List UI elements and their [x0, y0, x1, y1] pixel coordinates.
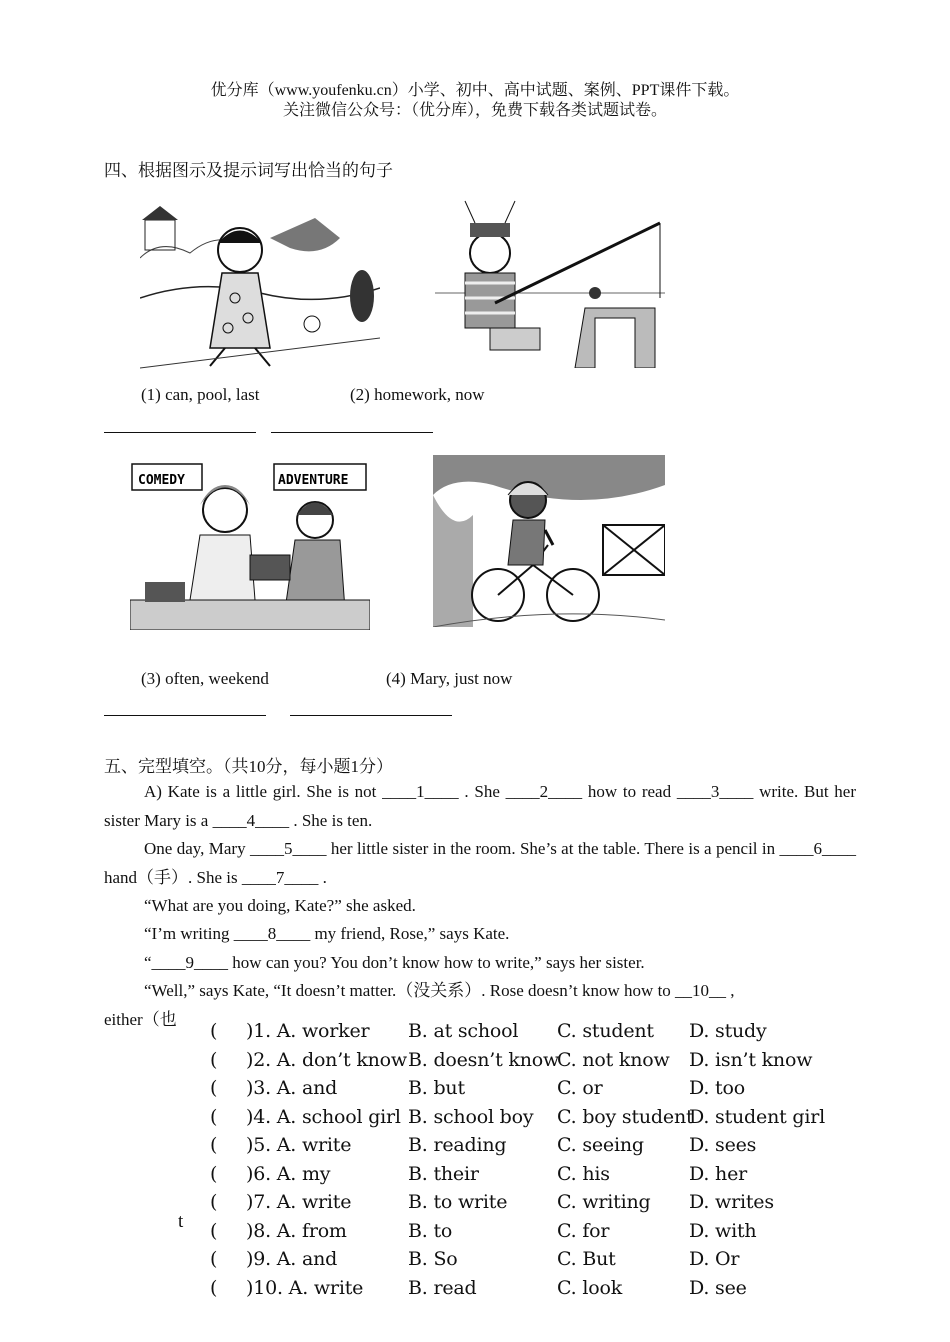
option-d: D. writes	[689, 1191, 774, 1213]
option-d: D. student girl	[689, 1105, 825, 1128]
caption-2: (2) homework, now	[350, 385, 485, 404]
option-c: C. for	[557, 1219, 610, 1242]
passage-paragraph-4: “I’m writing ____8____ my friend, Rose,” says Kate.	[144, 924, 510, 943]
answer-blank[interactable]: (	[210, 1134, 218, 1156]
option-b: B. to write	[408, 1191, 508, 1213]
option-b: B. read	[408, 1276, 477, 1299]
answer-blank[interactable]: (	[210, 1219, 218, 1242]
option-d: D. her	[689, 1162, 747, 1185]
option-b: B. to	[408, 1219, 453, 1242]
option-c: C. or	[557, 1077, 603, 1099]
section-4-title: 四、根据图示及提示词写出恰当的句子	[104, 161, 393, 180]
option-d: D. sees	[689, 1134, 757, 1156]
passage-paragraph-6: “Well,” says Kate, “It doesn’t matter.（没关系）. Rose doesn’t know how to __10__ ,	[144, 981, 735, 1000]
option-num: )3. A. and	[246, 1077, 338, 1099]
option-num: )8. A. from	[246, 1219, 347, 1242]
caption-1: (1) can, pool, last	[141, 385, 260, 404]
option-c: C. student	[557, 1020, 654, 1042]
option-d: D. isn’t know	[689, 1048, 813, 1071]
picture-girl-walking	[140, 198, 380, 370]
option-c: C. boy student	[557, 1105, 694, 1128]
option-b: B. their	[408, 1162, 479, 1185]
answer-line-2[interactable]	[271, 432, 433, 433]
header-line-2: 关注微信公众号：（优分库），免费下载各类试题试卷。	[282, 102, 667, 119]
option-b: B. So	[408, 1248, 458, 1270]
option-d: D. too	[689, 1077, 745, 1099]
option-c: C. his	[557, 1162, 610, 1185]
option-b: B. but	[408, 1077, 465, 1099]
options-list	[0, 1020, 950, 1310]
sign-adventure: ADVENTURE	[278, 473, 349, 488]
passage-paragraph-2: One day, Mary ____5____ her little sister in the room. She’s at the table. There is a pencil in ____6____ hand（手）. She is ____7____ .	[104, 839, 856, 887]
picture-boy-cycling	[433, 455, 665, 627]
option-num: )7. A. write	[246, 1191, 352, 1213]
answer-blank[interactable]: (	[210, 1191, 218, 1213]
header-line-1: 优分库（www.youfenku.cn）小学、初中、高中试题、案例、PPT课件下载。	[210, 82, 740, 99]
option-num: )6. A. my	[246, 1162, 331, 1185]
option-b: B. doesn’t know	[408, 1048, 560, 1071]
option-d: D. Or	[689, 1248, 740, 1270]
answer-blank[interactable]: (	[210, 1162, 218, 1185]
answer-blank[interactable]: (	[210, 1276, 218, 1299]
passage-paragraph-1: A) Kate is a little girl. She is not ____1____ . She ____2____ how to read ____3____ write. But her sister Mary is a ____4____ . She is ten.	[104, 782, 856, 830]
answer-line-4[interactable]	[290, 715, 452, 716]
option-c: C. seeing	[557, 1134, 644, 1156]
caption-4: (4) Mary, just now	[386, 669, 513, 688]
answer-blank[interactable]: (	[210, 1248, 218, 1270]
option-b: B. at school	[408, 1020, 519, 1042]
option-c: C. But	[557, 1248, 616, 1270]
answer-blank[interactable]: (	[210, 1048, 218, 1071]
passage-paragraph-5: “____9____ how can you? You don’t know how to write,” says her sister.	[144, 953, 645, 972]
answer-line-1[interactable]	[104, 432, 256, 433]
answer-line-3[interactable]	[104, 715, 266, 716]
option-num: )5. A. write	[246, 1134, 352, 1156]
picture-boy-fishing	[435, 193, 665, 368]
caption-3: (3) often, weekend	[141, 669, 269, 688]
option-num: )10. A. write	[246, 1276, 364, 1299]
picture-video-store	[130, 460, 370, 630]
option-d: D. see	[689, 1276, 747, 1299]
option-b: B. school boy	[408, 1105, 534, 1128]
option-num: )9. A. and	[246, 1248, 338, 1270]
answer-blank[interactable]: (	[210, 1077, 218, 1099]
stray-glyph: t	[178, 1211, 184, 1232]
answer-blank[interactable]: (	[210, 1105, 218, 1128]
option-c: C. writing	[557, 1191, 651, 1213]
section-5-title: 五、完型填空。（共10分，每小题1分）	[104, 757, 393, 776]
option-num: )2. A. don’t know	[246, 1048, 407, 1071]
sign-comedy: COMEDY	[138, 473, 185, 488]
option-d: D. study	[689, 1020, 767, 1042]
option-b: B. reading	[408, 1134, 507, 1156]
option-num: )4. A. school girl	[246, 1105, 401, 1128]
passage-paragraph-7: either（也	[104, 1010, 177, 1029]
passage-paragraph-3: “What are you doing, Kate?” she asked.	[144, 896, 416, 915]
option-c: C. look	[557, 1276, 623, 1299]
option-c: C. not know	[557, 1048, 670, 1071]
answer-blank[interactable]: (	[210, 1020, 218, 1042]
option-num: )1. A. worker	[246, 1020, 370, 1042]
option-d: D. with	[689, 1219, 757, 1242]
